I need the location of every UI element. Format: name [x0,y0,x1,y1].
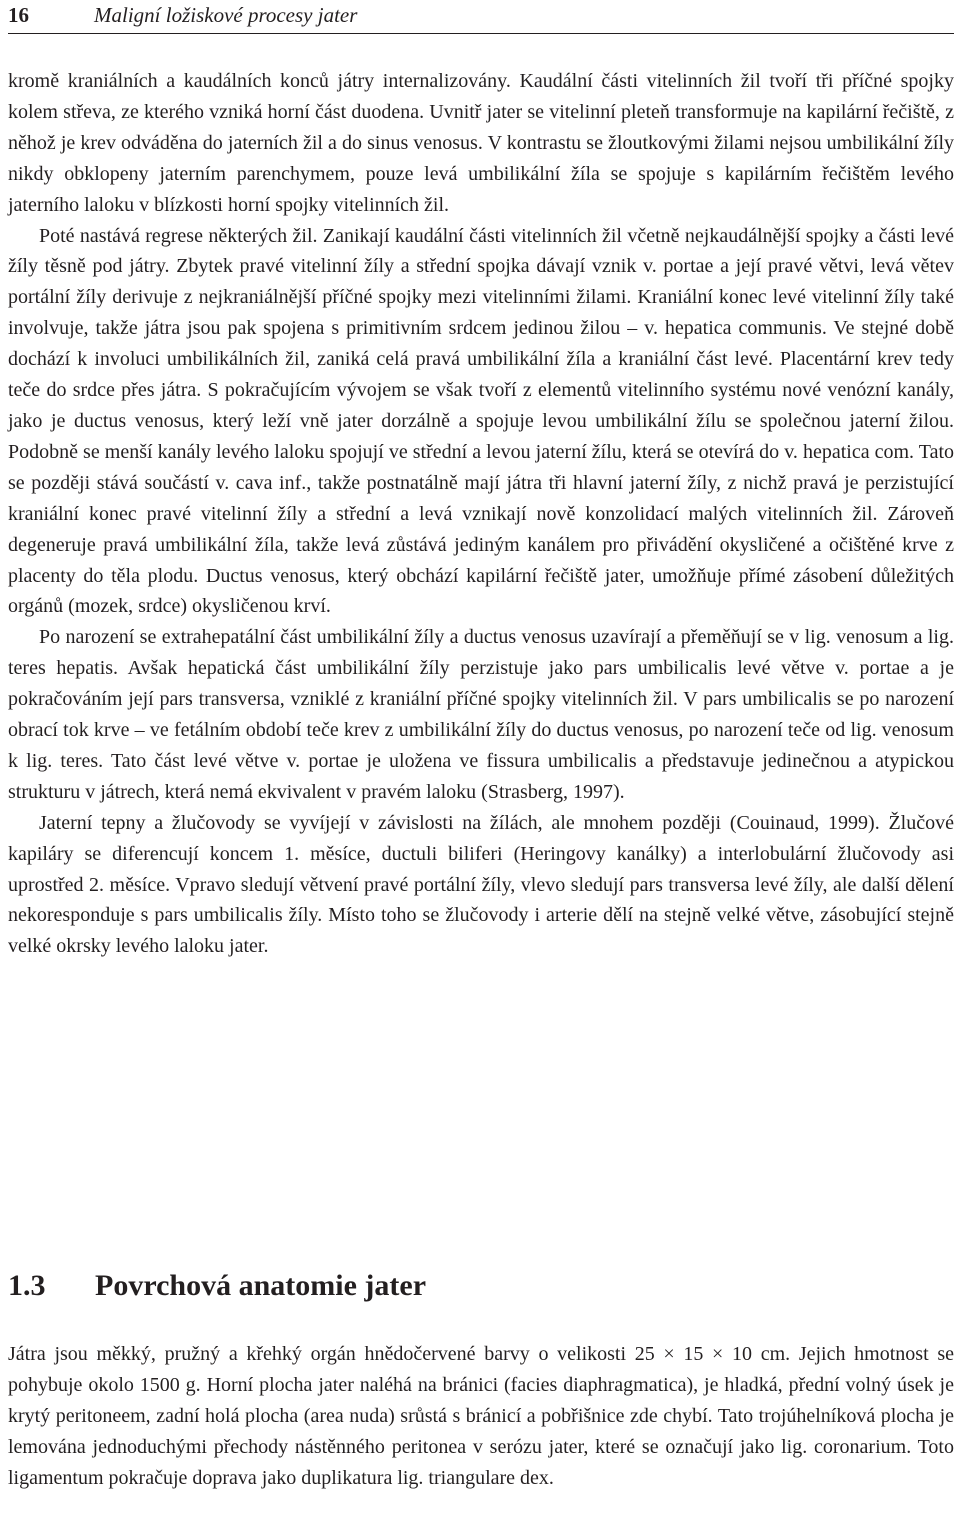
paragraph-1: kromě kraniálních a kaudálních konců játry internalizovány. Kaudální části vitelinních žil tvoří tři příčné spojky kolem střeva, ze kterého vzniká horní část duodena. Uvnitř jater se vitelinní pleteň transformuje na kapilární řečiště, z něhož je krev odváděna do jaterních žil a do sinus venosus. V kontrastu se žloutkovými žilami nejsou umbilikální žíly nikdy obklopeny jaterním parenchymem, pouze levá umbilikální žíla se spojuje s kapilárním řečištěm levého jaterního laloku v blízkosti horní spojky vitelinních žil. [8,70,954,216]
section-title: Povrchová anatomie jater [95,1269,427,1302]
section-text [8,1339,954,1494]
paragraph-4: Jaterní tepny a žlučovody se vyvíjejí v závislosti na žílách, ale mnohem později (Couinaud, 1999). Žlučové kapiláry se diferencují koncem 1. měsíce, ductuli biliferi (Heringovy kanálky) a interlobulární žlučovody asi uprostřed 2. měsíce. Vpravo sledují větvení pravé portální žíly, vlevo sledují pars transversa levé žíly, ale další dělení nekoresponduje s pars umbilicalis žíly. Místo toho se žlučovody i arterie dělí na stejně velké větve, zásobující stejně velké okrsky levého laloku jater. [8,811,954,958]
page-header [0,0,960,34]
section-paragraph-1: Játra jsou měkký, pružný a křehký orgán hnědočervené barvy o velikosti 25 × 15 × 10 cm. Jejich hmotnost se pohybuje okolo 1500 g. Horní plocha jater naléhá na bránici (facies diaphragmatica), je hladká, přední volný úsek je krytý peritoneem, zadní holá plocha (area nuda) srůstá s bránicí a pobřišnice zde chybí. Tato trojúhelníková plocha je lemována jednoduchými přechody nástěnného peritonea v serózu jater, které se označují jako lig. coronarium. Toto ligamentum pokračuje doprava jako duplikatura lig. triangulare dex. [8,1343,954,1489]
section-number: 1.3 [8,1269,46,1302]
running-title: Maligní ložiskové procesy jater [94,3,358,27]
header-rule [8,33,954,34]
paragraph-2: Poté nastává regrese některých žil. Zanikají kaudální části vitelinních žil včetně nejkaudálnější spojky a části levé žíly těsně pod játry. Zbytek pravé vitelinní žíly a střední spojka dávají vznik v. portae a její pravé větvi, levá větev portální žíly derivuje z nejkraniálnější příčné spojky mezi vitelinními žilami. Kraniální konec levé vitelinní žíly také involvuje, takže játra jsou pak spojena s primitivním srdcem jedinou žilou – v. hepatica communis. Ve stejné době dochází k involuci umbilikálních žil, zaniká celá pravá umbilikální žíla a kraniální část levé. Placentární krev tedy teče do srdce přes játra. S pokračujícím vývojem se však tvoří z elementů vitelinního systému nové venózní kanály, jako je ductus venosus, který leží vně jater dorzálně a spojuje levou umbilikální žílu se společnou jaterní žilou. Podobně se menší kanály levého laloku spojují ve střední a levou jaterní žílu, která se otevírá do v. hepatica com. Tato se později stává součástí v. cava inf., takže postnatálně mají játra tři hlavní jaterní žíly, z nichž pravá je perzistující kraniální konec pravé vitelinní žíly a střední a levá vznikají nově konzolidací malých vitelinních žil. Zároveň degeneruje pravá umbilikální žíla, takže levá zůstává jediným kanálem pro přivádění okysličené a očištěné krve z placenty do těla plodu. Ductus venosus, který obchází kapilární řečiště jater, umožňuje přímé zásobení důležitých orgánů (mozek, srdce) okysličenou krví. [8,224,954,618]
page-number: 16 [8,3,29,27]
paragraph-3: Po narození se extrahepatální část umbilikální žíly a ductus venosus uzavírají a přeměňují se v lig. venosum a lig. teres hepatis. Avšak hepatická část umbilikální žíly perzistuje jako pars umbilicalis levé větve v. portae a je pokračováním její pars transversa, vzniklé z kraniální příčné spojky vitelinních žil. V pars umbilicalis se po narození obrací tok krve – ve fetálním období teče krev z umbilikální žíly do ductus venosus, po narození teče od lig. venosum k lig. teres. Tato část levé větve v. portae je uložena ve fissura umbilicalis a představuje jedinečnou a atypickou strukturu v játrech, která nemá ekvivalent v pravém laloku (Strasberg, 1997). [8,626,954,803]
section-heading [8,1264,954,1308]
body-text [8,66,954,962]
